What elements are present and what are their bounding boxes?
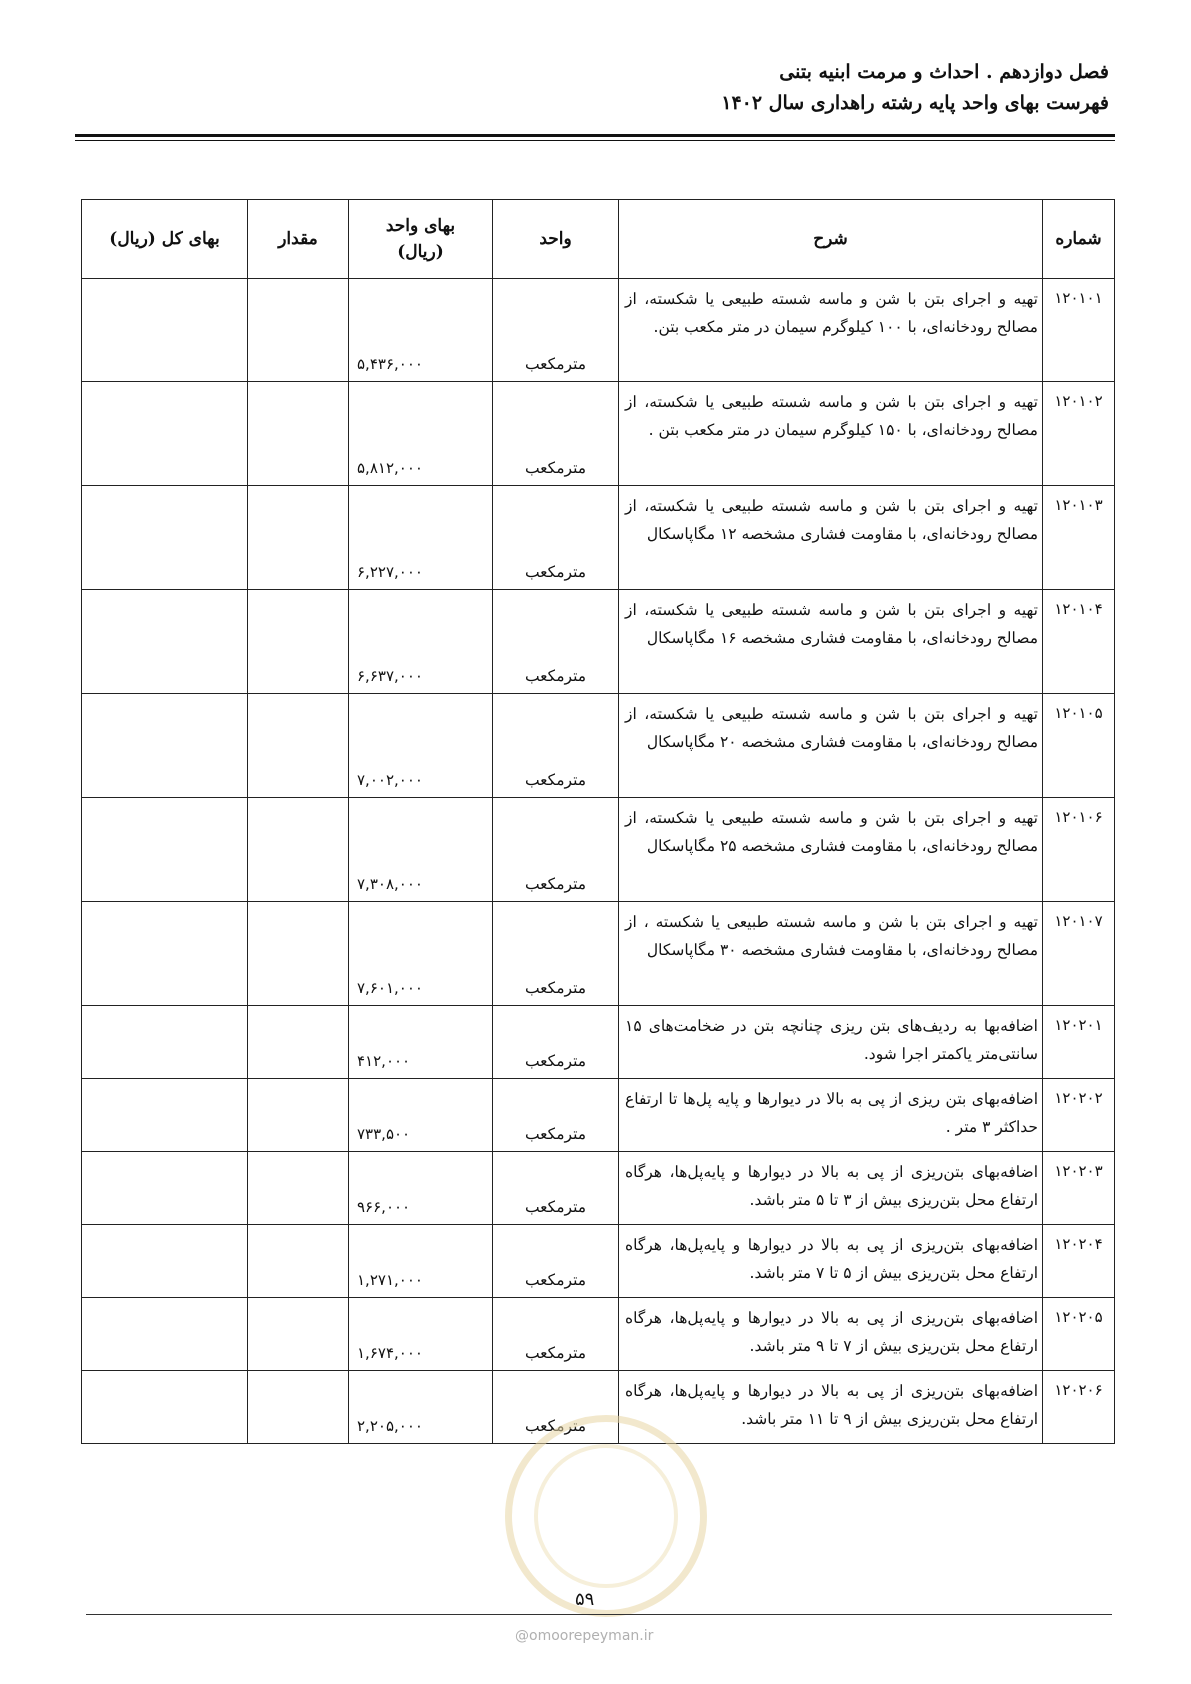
item-description: اضافه‌بهای بتن‌ریزی از پی به بالا در دیوارها و پایه‌پل‌ها، هرگاه ارتفاع محل بتن‌ریزی بیش از ۵ تا ۷ متر باشد. [619,1225,1043,1298]
item-unit-price: ۵,۸۱۲,۰۰۰ [349,382,493,486]
item-unit: مترمکعب [493,590,619,694]
header-unit: واحد [493,200,619,279]
item-quantity [248,486,349,590]
item-unit-price: ۴۱۲,۰۰۰ [349,1006,493,1079]
table-row [82,1079,1115,1152]
item-code: ۱۲۰۱۰۳ [1043,486,1115,590]
item-quantity [248,279,349,382]
item-unit: مترمکعب [493,279,619,382]
seal-stamp [505,1415,707,1617]
table-row [82,1152,1115,1225]
item-description: اضافه‌بهای بتن‌ریزی از پی به بالا در دیوارها و پایه‌پل‌ها، هرگاه ارتفاع محل بتن‌ریزی بیش از ۳ تا ۵ متر باشد. [619,1152,1043,1225]
item-description: تهیه و اجرای بتن با شن و ماسه شسته طبیعی یا شکسته، از مصالح رودخانه‌ای، با مقاومت فشاری مشخصه ۲۵ مگاپاسکال [619,798,1043,902]
item-unit-price: ۷,۶۰۱,۰۰۰ [349,902,493,1006]
item-unit-price: ۲,۲۰۵,۰۰۰ [349,1371,493,1444]
item-code: ۱۲۰۱۰۷ [1043,902,1115,1006]
item-code: ۱۲۰۲۰۶ [1043,1371,1115,1444]
item-total-price [82,1371,248,1444]
item-unit: مترمکعب [493,1006,619,1079]
item-total-price [82,1298,248,1371]
item-quantity [248,1152,349,1225]
item-unit-price: ۹۶۶,۰۰۰ [349,1152,493,1225]
table-row [82,1225,1115,1298]
item-description: اضافه‌بها به ردیف‌های بتن ریزی چنانچه بتن در ضخامت‌های ۱۵ سانتی‌متر یاکمتر اجرا شود. [619,1006,1043,1079]
table-row [82,1006,1115,1079]
item-description: اضافه‌بهای بتن ریزی از پی به بالا در دیوارها و پایه پل‌ها تا ارتفاع حداکثر ۳ متر . [619,1079,1043,1152]
table-header-row [82,200,1115,279]
footer-divider [86,1614,1112,1615]
header-unit-price-label: بهای واحد [385,216,456,236]
item-code: ۱۲۰۱۰۴ [1043,590,1115,694]
item-description: تهیه و اجرای بتن با شن و ماسه شسته طبیعی یا شکسته ، از مصالح رودخانه‌ای، با مقاومت فشاری مشخصه ۳۰ مگاپاسکال [619,902,1043,1006]
item-total-price [82,382,248,486]
item-quantity [248,1079,349,1152]
item-unit: مترمکعب [493,1371,619,1444]
item-description: تهیه و اجرای بتن با شن و ماسه شسته طبیعی یا شکسته، از مصالح رودخانه‌ای، با مقاومت فشاری مشخصه ۱۲ مگاپاسکال [619,486,1043,590]
item-total-price [82,1152,248,1225]
item-unit-price: ۷۳۳,۵۰۰ [349,1079,493,1152]
header-divider-thick [75,134,1115,137]
item-total-price [82,279,248,382]
item-unit-price: ۷,۰۰۲,۰۰۰ [349,694,493,798]
item-unit-price: ۱,۶۷۴,۰۰۰ [349,1298,493,1371]
item-code: ۱۲۰۱۰۲ [1043,382,1115,486]
item-description: تهیه و اجرای بتن با شن و ماسه شسته طبیعی یا شکسته، از مصالح رودخانه‌ای، با ۱۵۰ کیلوگرم سیمان در متر مکعب بتن . [619,382,1043,486]
item-unit: مترمکعب [493,382,619,486]
item-unit-price: ۱,۲۷۱,۰۰۰ [349,1225,493,1298]
item-unit: مترمکعب [493,798,619,902]
item-description: تهیه و اجرای بتن با شن و ماسه شسته طبیعی یا شکسته، از مصالح رودخانه‌ای، با ۱۰۰ کیلوگرم سیمان در متر مکعب بتن. [619,279,1043,382]
item-code: ۱۲۰۲۰۲ [1043,1079,1115,1152]
item-unit: مترمکعب [493,1225,619,1298]
item-total-price [82,1225,248,1298]
item-total-price [82,486,248,590]
item-description: تهیه و اجرای بتن با شن و ماسه شسته طبیعی یا شکسته، از مصالح رودخانه‌ای، با مقاومت فشاری مشخصه ۱۶ مگاپاسکال [619,590,1043,694]
item-total-price [82,590,248,694]
item-code: ۱۲۰۲۰۱ [1043,1006,1115,1079]
item-total-price [82,902,248,1006]
item-unit: مترمکعب [493,1152,619,1225]
table-row [82,1371,1115,1444]
header-unit-price [349,200,493,279]
table-row [82,279,1115,382]
item-quantity [248,1006,349,1079]
header-divider-thin [75,140,1115,141]
document-title: فهرست بهای واحد پایه رشته راهداری سال ۱۴۰۲ [721,92,1109,114]
item-quantity [248,1298,349,1371]
item-total-price [82,1006,248,1079]
item-unit-price: ۷,۳۰۸,۰۰۰ [349,798,493,902]
item-code: ۱۲۰۱۰۵ [1043,694,1115,798]
item-quantity [248,694,349,798]
header-code: شماره [1043,200,1115,279]
header-total-price: بهای کل (ریال) [82,200,248,279]
item-unit: مترمکعب [493,694,619,798]
table-row [82,798,1115,902]
table-row [82,382,1115,486]
table-row [82,486,1115,590]
item-unit: مترمکعب [493,486,619,590]
item-code: ۱۲۰۱۰۶ [1043,798,1115,902]
header-description: شرح [619,200,1043,279]
item-code: ۱۲۰۱۰۱ [1043,279,1115,382]
site-watermark: @omoorepeyman.ir [515,1628,654,1644]
item-description: تهیه و اجرای بتن با شن و ماسه شسته طبیعی یا شکسته، از مصالح رودخانه‌ای، با مقاومت فشاری مشخصه ۲۰ مگاپاسکال [619,694,1043,798]
item-code: ۱۲۰۲۰۴ [1043,1225,1115,1298]
table-row [82,902,1115,1006]
item-total-price [82,798,248,902]
item-unit-price: ۶,۲۲۷,۰۰۰ [349,486,493,590]
price-list-table [81,199,1115,1444]
header-unit-price-currency: (ریال) [397,242,444,262]
table-row [82,1298,1115,1371]
item-unit: مترمکعب [493,1079,619,1152]
item-description: اضافه‌بهای بتن‌ریزی از پی به بالا در دیوارها و پایه‌پل‌ها، هرگاه ارتفاع محل بتن‌ریزی بیش از ۹ تا ۱۱ متر باشد. [619,1371,1043,1444]
item-quantity [248,902,349,1006]
table-row [82,590,1115,694]
item-total-price [82,1079,248,1152]
table-row [82,694,1115,798]
item-quantity [248,1225,349,1298]
item-description: اضافه‌بهای بتن‌ریزی از پی به بالا در دیوارها و پایه‌پل‌ها، هرگاه ارتفاع محل بتن‌ریزی بیش از ۷ تا ۹ متر باشد. [619,1298,1043,1371]
item-unit: مترمکعب [493,902,619,1006]
item-code: ۱۲۰۲۰۳ [1043,1152,1115,1225]
item-quantity [248,590,349,694]
page-header [721,58,1109,120]
item-code: ۱۲۰۲۰۵ [1043,1298,1115,1371]
item-unit-price: ۵,۴۳۶,۰۰۰ [349,279,493,382]
header-quantity: مقدار [248,200,349,279]
chapter-title: فصل دوازدهم . احداث و مرمت ابنیه بتنی [779,61,1109,83]
page-number: ۵۹ [575,1589,595,1610]
item-unit-price: ۶,۶۳۷,۰۰۰ [349,590,493,694]
item-total-price [82,694,248,798]
item-unit: مترمکعب [493,1298,619,1371]
item-quantity [248,1371,349,1444]
item-quantity [248,798,349,902]
item-quantity [248,382,349,486]
